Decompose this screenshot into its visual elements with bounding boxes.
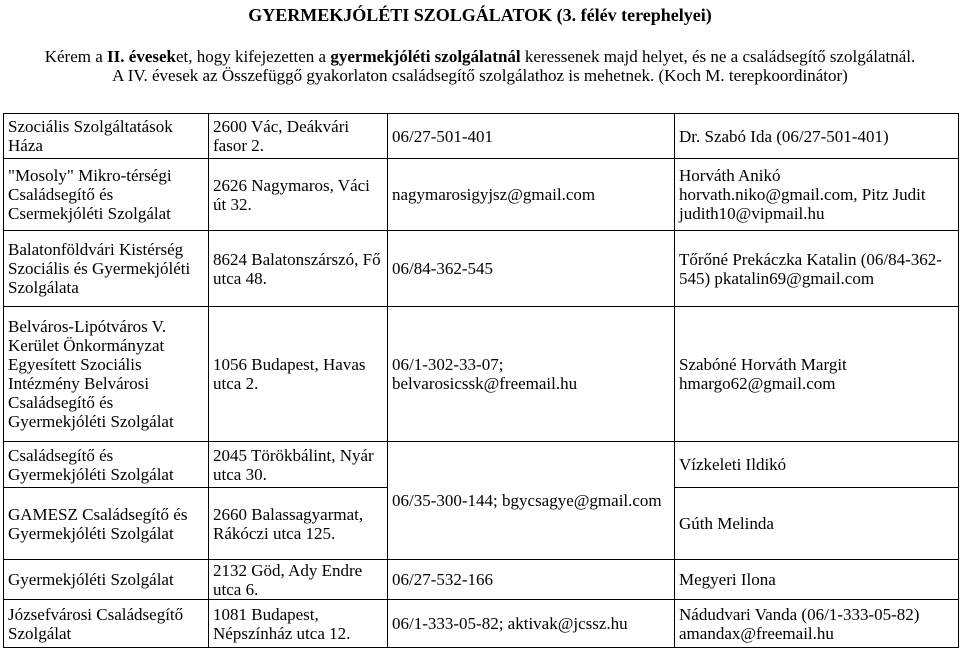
address-cell: 2660 Balassagyarmat, Rákóczi utca 125.: [209, 488, 388, 560]
table-row: [4, 114, 959, 159]
address-cell: 1081 Budapest, Népszínház utca 12.: [209, 600, 388, 648]
person-cell: Gúth Melinda: [675, 488, 959, 560]
intro-line1-c: et, hogy kifejezetten a: [176, 47, 331, 66]
contact-cell: 06/1-302-33-07; belvarosicssk@freemail.hu: [388, 307, 675, 442]
intro-line1-b: II. évesek: [107, 47, 176, 66]
table-row: [4, 560, 959, 600]
org-cell: "Mosoly" Mikro-térségi Családsegítő és Csermekjóléti Szolgálat: [4, 159, 209, 231]
address-cell: 2045 Törökbálint, Nyár utca 30.: [209, 442, 388, 488]
org-cell: Szociális Szolgáltatások Háza: [4, 114, 209, 159]
org-cell: GAMESZ Családsegítő és Gyermekjóléti Szolgálat: [4, 488, 209, 560]
table-row: [4, 231, 959, 307]
contact-cell: 06/84-362-545: [388, 231, 675, 307]
page-title: GYERMEKJÓLÉTI SZOLGÁLATOK (3. félév terephelyei): [248, 5, 712, 25]
address-cell: 2132 Göd, Ady Endre utca 6.: [209, 560, 388, 600]
contact-cell: nagymarosigyjsz@gmail.com: [388, 159, 675, 231]
table-row: [4, 442, 959, 488]
org-cell: Családsegítő és Gyermekjóléti Szolgálat: [4, 442, 209, 488]
person-cell: Horváth Anikó horvath.niko@gmail.com, Pitz Judit judith10@vipmail.hu: [675, 159, 959, 231]
org-cell: Gyermekjóléti Szolgálat: [4, 560, 209, 600]
contact-cell: 06/27-532-166: [388, 560, 675, 600]
intro-line1-a: Kérem a: [44, 47, 108, 66]
table-row: [4, 307, 959, 442]
org-cell: Balatonföldvári Kistérség Szociális és Gyermekjóléti Szolgálata: [4, 231, 209, 307]
contact-cell: 06/1-333-05-82; aktivak@jcssz.hu: [388, 600, 675, 648]
table-row: [4, 159, 959, 231]
contact-cell: 06/27-501-401: [388, 114, 675, 159]
org-cell: Belváros-Lipótváros V. Kerület Önkormányzat Egyesített Szociális Intézmény Belvárosi Családsegítő és Gyermekjóléti Szolgálat: [4, 307, 209, 442]
person-cell: Vízkeleti Ildikó: [675, 442, 959, 488]
person-cell: Megyeri Ilona: [675, 560, 959, 600]
person-cell: Tőrőné Prekáczka Katalin (06/84-362-545) pkatalin69@gmail.com: [675, 231, 959, 307]
person-cell: Nádudvari Vanda (06/1-333-05-82) amandax@freemail.hu: [675, 600, 959, 648]
address-cell: 1056 Budapest, Havas utca 2.: [209, 307, 388, 442]
org-cell: Józsefvárosi Családsegítő Szolgálat: [4, 600, 209, 648]
intro-line2: A IV. évesek az Összefüggő gyakorlaton családsegítő szolgálathoz is mehetnek. (Koch M. terepkoordinátor): [112, 66, 848, 85]
address-cell: 2626 Nagymaros, Váci út 32.: [209, 159, 388, 231]
address-cell: 2600 Vác, Deákvári fasor 2.: [209, 114, 388, 159]
intro-line1-d: gyermekjóléti szolgálatnál: [330, 47, 521, 66]
table-row: [4, 600, 959, 648]
person-cell: Szabóné Horváth Margit hmargo62@gmail.com: [675, 307, 959, 442]
intro-text: [10, 47, 950, 85]
person-cell: Dr. Szabó Ida (06/27-501-401): [675, 114, 959, 159]
address-cell: 8624 Balatonszárszó, Fő utca 48.: [209, 231, 388, 307]
intro-line1-e: keressenek majd helyet, és ne a családsegítő szolgálatnál.: [520, 47, 916, 66]
contact-cell: 06/35-300-144; bgycsagye@gmail.com: [388, 442, 675, 560]
institution-table: [3, 113, 959, 648]
